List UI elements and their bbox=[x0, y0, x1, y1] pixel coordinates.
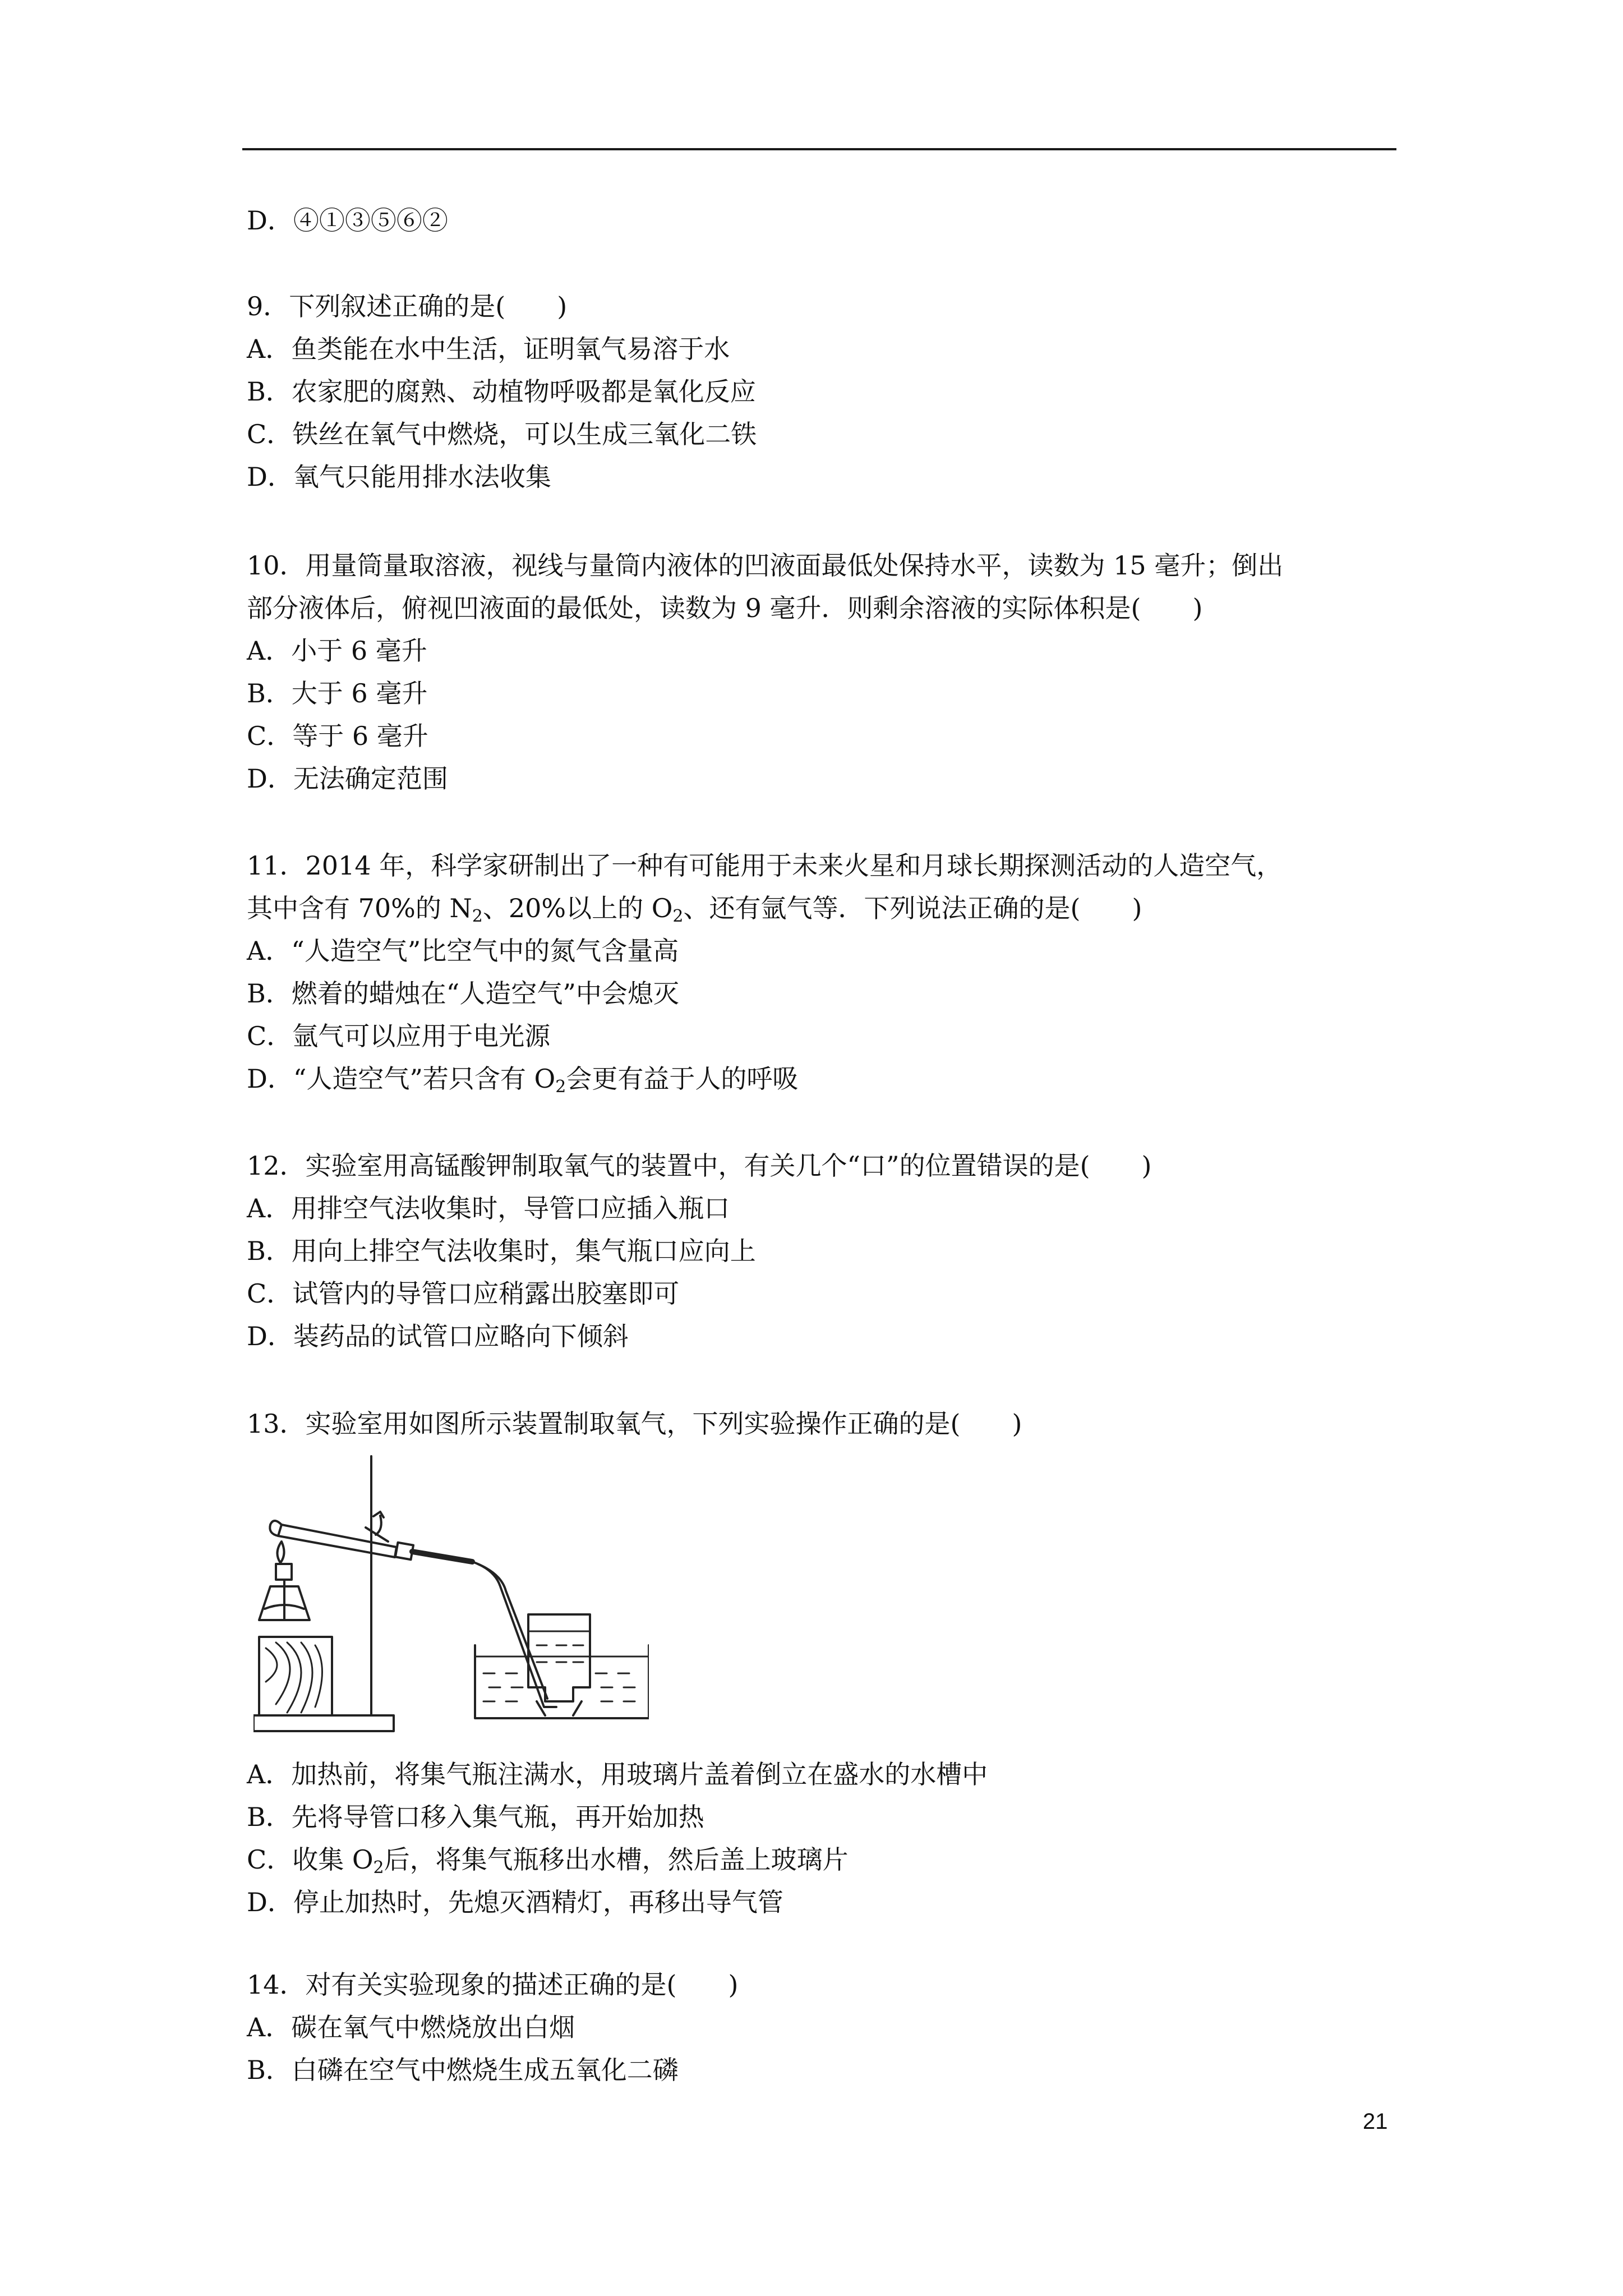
question-13-stem-block bbox=[247, 1402, 1396, 1445]
q12-option-a: A．用排空气法收集时，导管口应插入瓶口 bbox=[247, 1193, 730, 1223]
page-number: 21 bbox=[1363, 2109, 1388, 2134]
q9-option-c: C．铁丝在氧气中燃烧，可以生成三氧化二铁 bbox=[247, 419, 757, 449]
q12-option-d: D．装药品的试管口应略向下倾斜 bbox=[247, 1321, 629, 1351]
test-tube bbox=[278, 1525, 396, 1557]
q11-option-d-text-2: 会更有益于人的呼吸 bbox=[566, 1064, 799, 1094]
q11-stem-text-3: 、还有氩气等．下列说法正确的是( ) bbox=[683, 893, 1142, 923]
question-12 bbox=[247, 1144, 1396, 1358]
q9-option-d: D．氧气只能用排水法收集 bbox=[247, 462, 551, 492]
q9-option-b: B．农家肥的腐熟、动植物呼吸都是氧化反应 bbox=[247, 376, 756, 407]
question-13-options bbox=[247, 1753, 1396, 1924]
q14-option-a: A．碳在氧气中燃烧放出白烟 bbox=[247, 2012, 575, 2042]
question-10 bbox=[247, 544, 1396, 800]
q11-subscript-n2: 2 bbox=[472, 907, 483, 926]
q10-option-a: A．小于 6 毫升 bbox=[247, 636, 427, 666]
q11-stem-line-1: 11．2014 年，科学家研制出了一种有可能用于未来火星和月球长期探测活动的人造空气， bbox=[247, 850, 1283, 881]
q13-option-c-subscript: 2 bbox=[373, 1858, 384, 1878]
q14-option-b: B．白磷在空气中燃烧生成五氧化二磷 bbox=[247, 2055, 679, 2085]
oxygen-apparatus-figure bbox=[253, 1452, 649, 1736]
question-8-tail bbox=[247, 199, 1396, 242]
q12-option-b: B．用向上排空气法收集时，集气瓶口应向上 bbox=[247, 1236, 756, 1266]
q13-option-d: D．停止加热时，先熄灭酒精灯，再移出导气管 bbox=[247, 1887, 783, 1917]
q11-option-d-text-1: D．“人造空气”若只含有 O bbox=[247, 1064, 556, 1094]
q11-stem-text-1: 其中含有 70%的 N bbox=[247, 893, 472, 923]
rubber-tube bbox=[412, 1552, 472, 1562]
q13-option-c-text-1: C．收集 O bbox=[247, 1844, 374, 1875]
flame bbox=[277, 1542, 284, 1563]
q11-stem-text-2: 、20%以上的 O bbox=[482, 893, 673, 923]
q13-option-c-text-2: 后，将集气瓶移出水槽，然后盖上玻璃片 bbox=[384, 1844, 849, 1875]
header-rule bbox=[242, 148, 1396, 150]
q9-option-a: A．鱼类能在水中生活，证明氧气易溶于水 bbox=[247, 334, 730, 364]
q13-stem: 13．实验室用如图所示装置制取氧气，下列实验操作正确的是( ) bbox=[247, 1409, 1022, 1439]
q11-option-d bbox=[247, 1057, 1396, 1100]
question-9 bbox=[247, 285, 1396, 498]
question-11 bbox=[247, 844, 1396, 1100]
q10-option-b: B．大于 6 毫升 bbox=[247, 678, 428, 708]
q14-stem: 14．对有关实验现象的描述正确的是( ) bbox=[247, 1970, 739, 2000]
delivery-tube bbox=[472, 1562, 556, 1707]
question-14 bbox=[247, 1963, 1396, 2091]
q11-option-c: C．氩气可以应用于电光源 bbox=[247, 1021, 551, 1051]
q10-option-d: D．无法确定范围 bbox=[247, 763, 448, 794]
q12-stem: 12．实验室用高锰酸钾制取氧气的装置中，有关几个“口”的位置错误的是( ) bbox=[247, 1151, 1152, 1181]
q11-option-b: B．燃着的蜡烛在“人造空气”中会熄灭 bbox=[247, 978, 679, 1009]
q13-option-c bbox=[247, 1838, 1396, 1881]
q9-stem: 9．下列叙述正确的是( ) bbox=[247, 291, 568, 321]
q13-option-a: A．加热前，将集气瓶注满水，用玻璃片盖着倒立在盛水的水槽中 bbox=[247, 1759, 988, 1789]
q11-option-d-subscript: 2 bbox=[555, 1077, 566, 1097]
stand-base bbox=[253, 1715, 394, 1731]
gas-collecting-bottle bbox=[528, 1614, 590, 1701]
q10-stem-line-1: 10．用量筒量取溶液，视线与量筒内液体的凹液面最低处保持水平，读数为 15 毫升；倒出 bbox=[247, 550, 1284, 581]
q10-option-c: C．等于 6 毫升 bbox=[247, 721, 428, 751]
q11-subscript-o2: 2 bbox=[672, 907, 684, 926]
q11-option-a: A．“人造空气”比空气中的氮气含量高 bbox=[247, 936, 679, 966]
q8-option-d: D．④①③⑤⑥② bbox=[247, 205, 448, 236]
wooden-block bbox=[259, 1637, 332, 1715]
q12-option-c: C．试管内的导管口应稍露出胶塞即可 bbox=[247, 1278, 680, 1309]
q11-stem-line-2 bbox=[247, 887, 1396, 930]
q10-stem-line-2: 部分液体后，俯视凹液面的最低处，读数为 9 毫升．则剩余溶液的实际体积是( ) bbox=[247, 593, 1203, 623]
q13-option-b: B．先将导管口移入集气瓶，再开始加热 bbox=[247, 1802, 704, 1832]
